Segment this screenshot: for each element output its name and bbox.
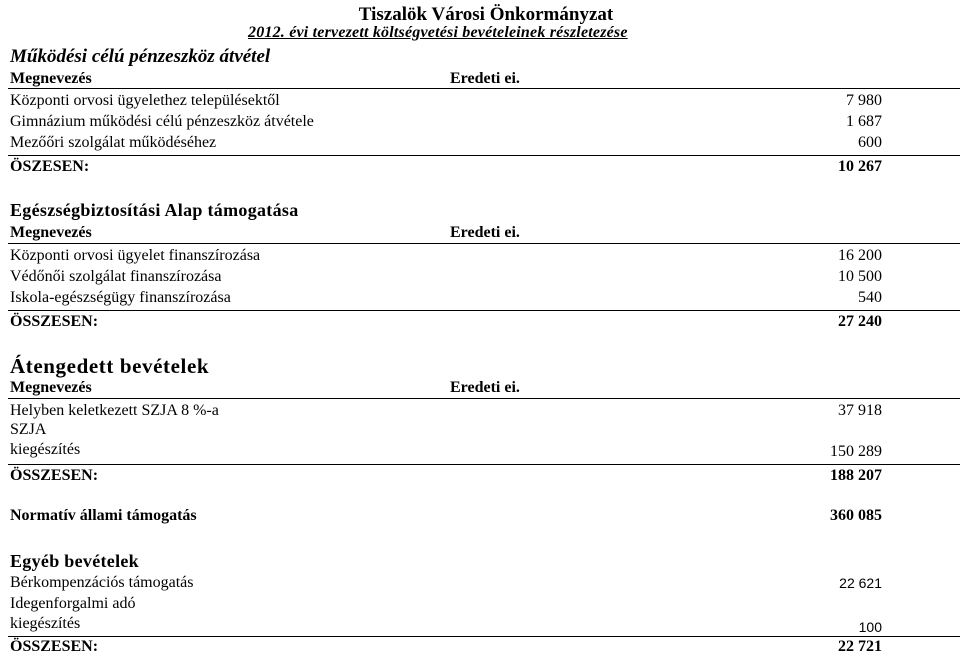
column-header-value: Eredeti ei.: [450, 379, 520, 396]
total-value: 10 267: [838, 158, 882, 175]
row-value: 150 289: [830, 443, 882, 460]
row-label: SZJA: [10, 421, 47, 438]
row-label: Védőnői szolgálat finanszírozása: [10, 268, 222, 285]
row-label: kiegészítés: [10, 615, 81, 632]
row-label: Központi orvosi ügyelethez településektől: [10, 92, 280, 109]
section-title-atengedett: Átengedett bevételek: [10, 354, 210, 378]
row-value: 10 500: [838, 268, 882, 285]
row-label: Helyben keletkezett SZJA 8 %-a: [10, 402, 219, 419]
row-label: Mezőőri szolgálat működéséhez: [10, 134, 217, 151]
row-value: 7 980: [846, 92, 882, 109]
section-title-mukodesi: Működési célú pénzeszköz átvétel: [10, 46, 271, 67]
normativ-label: Normatív állami támogatás: [10, 507, 197, 524]
divider: [8, 636, 960, 637]
document-title: Tiszalök Városi Önkormányzat: [358, 4, 614, 25]
section-title-egyeb: Egyéb bevételek: [10, 551, 139, 571]
normativ-value: 360 085: [830, 507, 882, 524]
row-label: kiegészítés: [10, 441, 81, 458]
divider: [8, 464, 960, 465]
row-value: 540: [858, 289, 882, 306]
section-title-eb-alap: Egészségbiztosítási Alap támogatása: [10, 200, 299, 220]
row-label: Idegenforgalmi adó: [10, 595, 136, 612]
total-label: ÖSSZESEN:: [10, 638, 99, 655]
row-value: 100: [858, 619, 882, 635]
row-label: Központi orvosi ügyelet finanszírozása: [10, 247, 261, 264]
row-value: 22 621: [839, 575, 882, 591]
row-label: Iskola-egészségügy finanszírozása: [10, 289, 231, 306]
row-value: 600: [858, 134, 882, 151]
divider: [8, 243, 960, 244]
total-label: ÖSZESEN:: [10, 158, 90, 175]
column-header-value: Eredeti ei.: [450, 70, 520, 87]
divider: [8, 398, 960, 399]
column-header-name: Megnevezés: [10, 379, 92, 396]
total-value: 188 207: [830, 467, 882, 484]
row-label: Gimnázium működési célú pénzeszköz átvétele: [10, 113, 314, 130]
column-header-value: Eredeti ei.: [450, 224, 520, 241]
document-subtitle: 2012. évi tervezett költségvetési bevételeinek részletezése: [248, 24, 628, 41]
total-label: ÖSSZESEN:: [10, 313, 99, 330]
divider: [8, 155, 960, 156]
row-label: Bérkompenzációs támogatás: [10, 574, 194, 591]
column-header-name: Megnevezés: [10, 224, 92, 241]
column-header-name: Megnevezés: [10, 70, 92, 87]
total-value: 27 240: [838, 313, 882, 330]
row-value: 1 687: [846, 113, 882, 130]
total-label: ÖSSZESEN:: [10, 467, 99, 484]
row-value: 37 918: [838, 402, 882, 419]
divider: [8, 310, 960, 311]
row-value: 16 200: [838, 247, 882, 264]
divider: [8, 88, 960, 89]
total-value: 22 721: [838, 638, 882, 655]
